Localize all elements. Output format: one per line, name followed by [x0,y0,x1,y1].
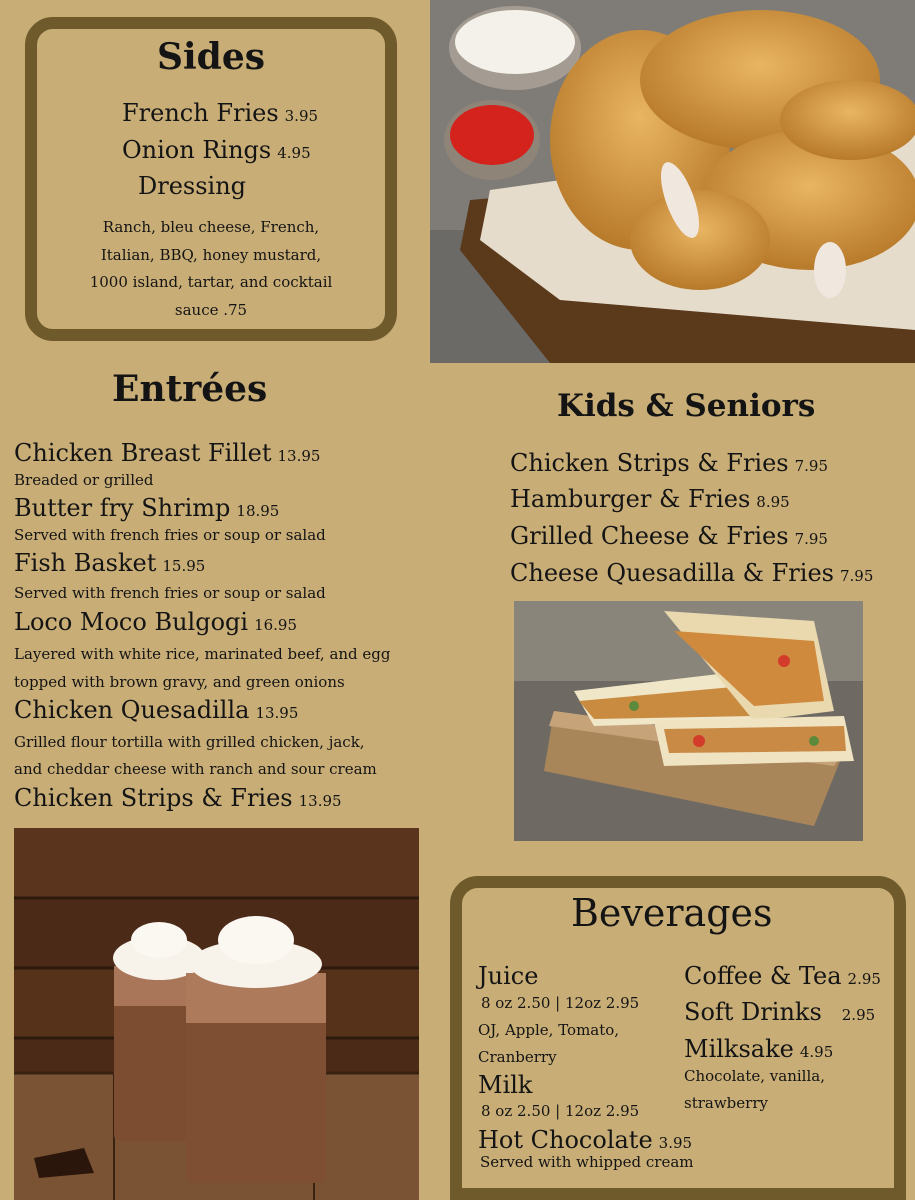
item-name: Fish Basket [14,549,157,577]
item-price: 7.95 [794,457,829,475]
juice-sizes: 8 oz 2.50 | 12oz 2.95 [481,994,640,1012]
item-name: French Fries [122,99,279,127]
milk-name: Milk [478,1071,533,1099]
entree-desc: and cheddar cheese with ranch and sour cream [14,760,377,778]
entrees-title: Entrées [112,368,268,410]
item-price: 13.95 [277,447,321,465]
entree-item [14,494,279,522]
entree-desc: Grilled flour tortilla with grilled chicken, jack, [14,733,365,751]
item-price: 4.95 [277,144,311,162]
item-price: 13.95 [255,704,299,722]
entree-item [14,608,297,636]
quesadilla-photo [514,601,863,841]
item-name: Chicken Strips & Fries [14,784,293,812]
chocolate-shakes-photo [14,828,419,1200]
entree-desc: Layered with white rice, marinated beef, and egg [14,645,391,663]
coffee-item [684,962,881,990]
item-name: Chicken Breast Fillet [14,439,272,467]
dressing-desc [1,214,421,324]
item-price: 15.95 [162,557,206,575]
hot-chocolate-item [478,1126,692,1154]
item-price: 7.95 [794,530,828,548]
item-name: Onion Rings [122,136,272,164]
item-price: 7.95 [839,567,874,585]
item-name: Cheese Quesadilla & Fries [510,559,834,587]
entree-item [14,439,320,467]
entree-item [14,696,298,724]
item-price: 13.95 [298,792,342,810]
sides-title: Sides [156,36,266,78]
dressing-line: Italian, BBQ, honey mustard, [100,245,322,264]
milkshake-desc: Chocolate, vanilla, [684,1067,825,1085]
item-name: Chicken Quesadilla [14,696,250,724]
entree-desc: Served with french fries or soup or salad [14,526,326,544]
item-name: Butter fry Shrimp [14,494,231,522]
entree-desc: Breaded or grilled [14,471,154,489]
kids-item [510,485,790,513]
item-name: Hot Chocolate [478,1126,653,1154]
item-price: 18.95 [236,502,280,520]
chicken-tenders-photo [430,0,915,363]
kids-title: Kids & Seniors [557,388,816,424]
item-name: Hamburger & Fries [510,485,751,513]
item-price: 3.95 [658,1134,693,1152]
item-name: Grilled Cheese & Fries [510,522,789,550]
kids-item [510,449,828,477]
item-name: Milksake [684,1035,794,1063]
item-price: 16.95 [254,616,298,634]
item-name: Chicken Strips & Fries [510,449,789,477]
milkshake-item [684,1035,833,1063]
juice-desc: Cranberry [478,1048,557,1066]
dressing-line: sauce .75 [174,300,248,319]
soft-drinks-item [684,998,875,1026]
dressing-line: 1000 island, tartar, and cocktail [89,273,333,291]
sides-item [122,136,311,164]
sides-item [122,99,318,127]
dressing-line: Ranch, bleu cheese, French, [102,218,320,236]
entree-item [14,549,205,577]
kids-item [510,522,828,550]
item-price: 8.95 [756,493,790,511]
hot-chocolate-desc: Served with whipped cream [480,1153,694,1171]
item-price: 3.95 [284,107,319,125]
item-price: 2.95 [841,1006,876,1024]
juice-name: Juice [478,962,539,990]
item-name: Soft Drinks [684,998,822,1026]
entree-desc: Served with french fries or soup or salad [14,584,326,602]
entree-item [14,784,342,812]
item-name: Coffee & Tea [684,962,842,990]
dressing-title: Dressing [138,172,247,200]
beverages-title: Beverages [571,891,773,935]
item-price: 2.95 [847,970,881,988]
milkshake-desc: strawberry [684,1094,768,1112]
entree-desc: topped with brown gravy, and green onions [14,673,345,691]
kids-item [510,559,873,587]
juice-desc: OJ, Apple, Tomato, [478,1021,620,1039]
milk-sizes: 8 oz 2.50 | 12oz 2.95 [481,1102,640,1120]
item-name: Loco Moco Bulgogi [14,608,249,636]
item-price: 4.95 [799,1043,834,1061]
